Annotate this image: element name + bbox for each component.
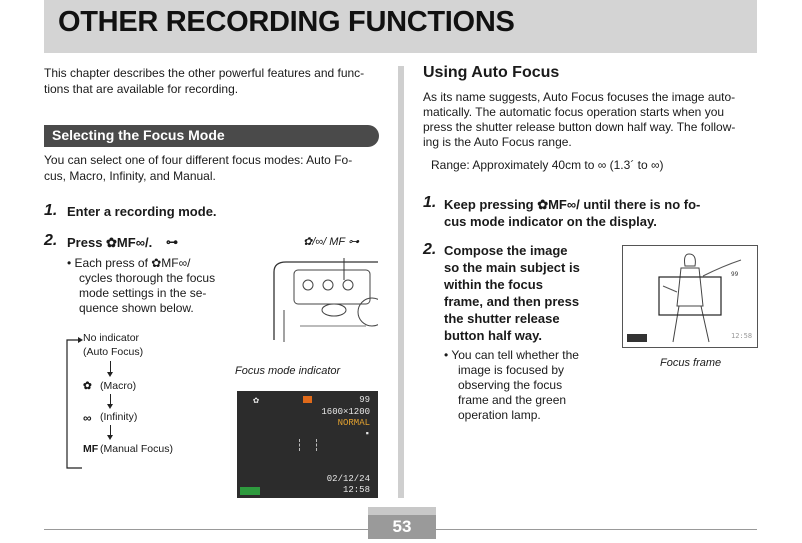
step-2-bullet-line-1: • Each press of ✿MF∞/ (67, 256, 191, 270)
lcd-date: 02/12/24 (326, 474, 370, 484)
step-2-number: 2. (44, 232, 58, 249)
quality: NORMAL (337, 418, 370, 428)
af-step-2-line-2: so the main subject is (444, 260, 580, 275)
focus-frame-marks (299, 439, 317, 451)
flow-item-auto-2: (Auto Focus) (83, 346, 144, 358)
section-title: Selecting the Focus Mode (52, 127, 225, 143)
shot-count: 99 (359, 395, 370, 405)
flow-item-manual: (Manual Focus) (100, 443, 173, 455)
flow-arrow (110, 425, 111, 436)
step-2-bullet-line-4: quence shown below. (79, 301, 194, 315)
flow-arrow (110, 361, 111, 373)
flash-icon (303, 396, 312, 403)
focus-frame-caption: Focus frame (660, 357, 722, 369)
af-step-2-line-4: frame, and then press (444, 294, 580, 309)
manual-focus-icon: MF (83, 443, 99, 455)
viewfinder-illustration (622, 245, 758, 348)
mode-icon: ▪ (364, 429, 370, 439)
af-step-1-line-1: Keep pressing ✿MF∞/ until there is no fo- (444, 197, 701, 212)
page-number-tab (368, 507, 436, 539)
step-2-text: Press ✿MF∞/. (67, 235, 153, 250)
af-step-2-number: 2. (423, 241, 437, 258)
af-step-2-line-6: button half way. (444, 328, 542, 343)
lcd-time: 12:58 (342, 485, 370, 495)
af-step-2-line-3: within the focus (444, 277, 543, 292)
auto-focus-title: Using Auto Focus (423, 64, 560, 81)
af-step-2-line-5: the shutter release (444, 311, 560, 326)
camera-button-label: ✿/∞/ MF ⊶ (303, 236, 359, 248)
step-1-text: Enter a recording mode. (67, 204, 217, 219)
macro-icon: ✿ (83, 380, 92, 392)
af-desc-line-3: press the shutter release button down half way. The follow- (423, 120, 736, 134)
page-number: 53 (368, 507, 436, 539)
af-step-1-number: 1. (423, 194, 437, 211)
focus-desc-line-1: You can select one of four different focus modes: Auto Fo- (44, 153, 353, 167)
af-desc-line-4: ing is the Auto Focus range. (423, 135, 572, 149)
af-desc-line-1: As its name suggests, Auto Focus focuses the image auto- (423, 90, 736, 104)
column-divider (398, 66, 404, 498)
resolution: 1600×1200 (321, 407, 370, 417)
flow-item-infinity: (Infinity) (100, 411, 138, 423)
page-title: OTHER RECORDING FUNCTIONS (58, 6, 515, 38)
focus-desc-line-2: cus, Macro, Infinity, and Manual. (44, 169, 216, 183)
macro-indicator-icon: ✿ (253, 396, 260, 407)
af-bullet-line-2: image is focused by (458, 363, 565, 377)
af-desc-line-2: matically. The automatic focus operation starts when you (423, 105, 725, 119)
af-bullet-line-3: observing the focus (458, 378, 563, 392)
intro-line-1: This chapter describes the other powerful features and func- (44, 66, 365, 80)
lcd-caption: Focus mode indicator (235, 365, 341, 377)
key-icon: ⊶ (166, 235, 178, 249)
flow-item-auto-1: No indicator (83, 332, 140, 344)
infinity-icon: ∞ (83, 411, 92, 425)
flow-arrow (110, 394, 111, 405)
svg-text:99: 99 (731, 271, 739, 278)
section-heading (44, 125, 379, 147)
battery-icon (240, 487, 260, 495)
step-2-bullet-line-2: cycles thorough the focus (79, 271, 216, 285)
af-range: Range: Approximately 40cm to ∞ (1.3´ to ∞) (431, 158, 664, 172)
af-bullet-line-5: operation lamp. (458, 408, 541, 422)
af-bullet-line-4: frame and the green (458, 393, 567, 407)
intro-line-2: tions that are available for recording. (44, 82, 239, 96)
step-1-number: 1. (44, 202, 58, 219)
step-2-bullet-line-3: mode settings in the se- (79, 286, 207, 300)
flow-item-macro: (Macro) (100, 380, 137, 392)
camera-back-illustration (270, 250, 378, 342)
af-step-1-line-2: cus mode indicator on the display. (444, 214, 657, 229)
svg-text:12:58: 12:58 (731, 332, 753, 340)
af-bullet-line-1: • You can tell whether the (444, 348, 579, 362)
lcd-display (237, 391, 378, 498)
af-step-2-line-1: Compose the image (444, 243, 568, 258)
